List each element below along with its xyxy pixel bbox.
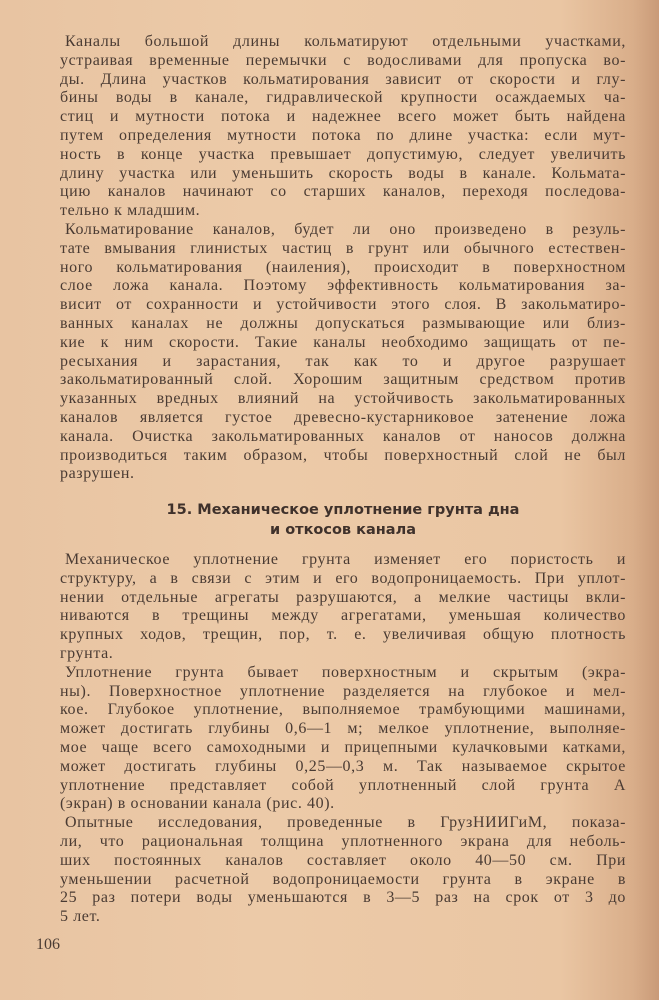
text-line: кие к ним скорости. Такие каналы необходимо защищать от пе- (60, 333, 626, 351)
text-line: Каналы большой длины кольматируют отдельными участками, (65, 33, 626, 50)
section-heading-line-2: и откосов канала (270, 522, 416, 538)
text-line: висит от сохранности и устойчивости этого слоя. В закольматиро- (60, 296, 626, 314)
text-line: (экран) в основании канала (рис. 40). (60, 795, 335, 813)
text-line: Механическое уплотнение грунта изменяет его пористость и (65, 551, 626, 568)
text-line: может достигать глубины 0,6—1 м; мелкое уплотнение, выполняе- (60, 720, 626, 738)
section-heading-line-1: 15. Механическое уплотнение грунта дна (166, 502, 520, 518)
text-line: ванных каналах не должны допускаться размывающие или близ- (60, 314, 626, 332)
text-line: грунта. (60, 644, 114, 662)
text-line: производиться таким образом, чтобы поверхностный слой не был (60, 446, 626, 464)
text-line: бины воды в канале, гидравлической крупности осаждаемых ча- (60, 89, 626, 107)
text-line: Уплотнение грунта бывает поверхностным и скрытым (экра- (65, 663, 626, 681)
section-2-text (60, 551, 626, 927)
text-line: нении отдельные агрегаты разрушаются, а мелкие частицы вкли- (60, 588, 626, 606)
text-line: уменьшении расчетной водопроницаемости грунта в экране в (60, 870, 626, 888)
paragraph (60, 814, 626, 927)
text-line: крупных ходов, трещин, пор, т. е. увеличивая общую плотность (60, 626, 626, 644)
text-line: стиц и мутности потока и надежнее всего может быть найдена (60, 108, 626, 126)
text-line: цию каналов начинают со старших каналов, переходя последова- (60, 183, 626, 201)
text-line: разрушен. (60, 465, 135, 483)
page-number: 106 (36, 936, 60, 953)
text-line: 25 раз потери воды уменьшаются в 3—5 раз на срок от 3 до (60, 889, 626, 907)
text-line: устраивая временные перемычки с водосливами для пропуска во- (60, 51, 626, 69)
text-line: может достигать глубины 0,25—0,3 м. Так называемое скрытое (60, 757, 626, 775)
text-line: закольматированный слой. Хорошим защитным средством против (60, 371, 626, 389)
text-line: ли, что рациональная толщина уплотненного экрана для неболь- (60, 832, 626, 850)
text-line: длину участка или уменьшить скорость воды в канале. Кольмата- (60, 164, 626, 182)
text-line: Опытные исследования, проведенные в ГрузНИИГиМ, показа- (65, 814, 626, 832)
paragraph (60, 221, 626, 484)
text-line: мое чаще всего самоходными и прицепными кулачковыми катками, (60, 738, 626, 756)
text-line: ресыхания и зарастания, так как то и другое разрушает (60, 352, 626, 370)
text-line: ды. Длина участков кольматирования зависит от скорости и глу- (60, 70, 626, 88)
text-line: кое. Глубокое уплотнение, выполняемое трамбующими машинами, (60, 701, 626, 719)
text-line: ного кольматирования (наиления), происходит в поверхностном (60, 258, 626, 276)
text-line: ших постоянных каналов составляет около 40—50 см. При (60, 851, 626, 869)
text-line: уплотнение представляет собой уплотненный слой грунта А (60, 776, 626, 794)
text-line: каналов является густое древесно-кустарниковое затенение ложа (60, 408, 626, 426)
text-line: ны). Поверхностное уплотнение разделяется на глубокое и мел- (60, 682, 626, 700)
section-heading (60, 500, 626, 540)
text-line: Кольматирование каналов, будет ли оно произведено в резуль- (65, 220, 626, 238)
text-line: канала. Очистка закольматированных каналов от наносов должна (60, 427, 626, 445)
text-line: тате вмывания глинистых частиц в грунт или обычного естествен- (60, 239, 626, 257)
section-1-text (60, 33, 626, 484)
text-line: путем определения мутности потока по длине участка: если мут- (60, 126, 626, 144)
text-line: ность в конце участка превышает допустимую, следует увеличить (60, 145, 626, 163)
text-line: ниваются в трещины между агрегатами, уменьшая количество (60, 607, 626, 625)
text-line: тельно к младшим. (60, 202, 201, 220)
text-line: структуру, а в связи с этим и его водопроницаемость. При уплот- (60, 569, 626, 587)
paragraph (60, 33, 626, 221)
paragraph (60, 664, 626, 814)
text-line: слое ложа канала. Поэтому эффективность кольматирования за- (60, 277, 626, 295)
text-line: указанных вредных влияний на устойчивость закольматированных (60, 390, 626, 408)
text-line: 5 лет. (60, 908, 101, 926)
paragraph (60, 551, 626, 664)
